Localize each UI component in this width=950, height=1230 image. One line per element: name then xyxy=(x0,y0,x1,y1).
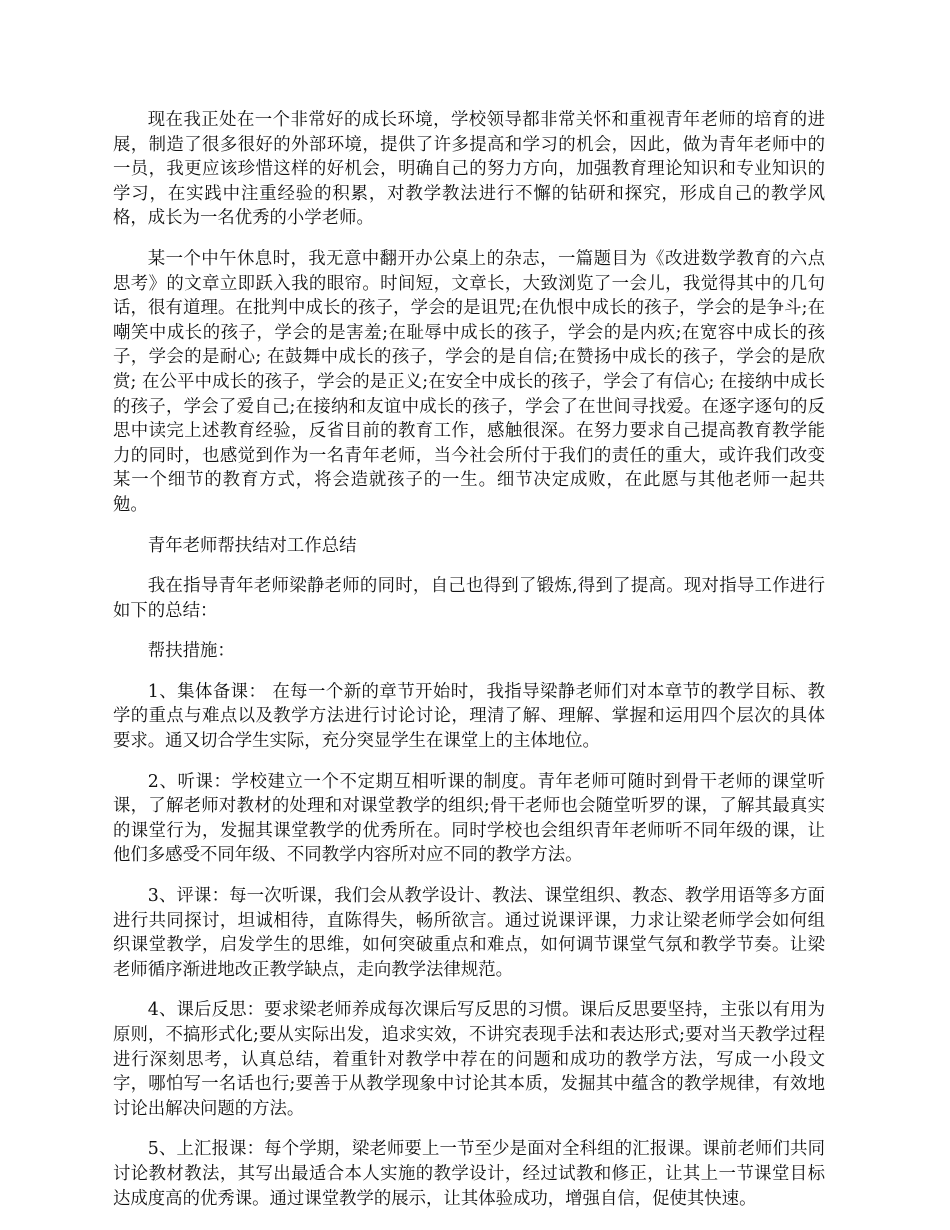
measure-4-after-class-reflection: 4、课后反思：要求梁老师养成每次课后写反思的习惯。课后反思要坚持，主张以有用为原则，不搞形式化;要从实际出发，追求实效，不讲究表现手法和表达形式;要对当天教学过程进行深刻思考，认真总结，着重针对教学中荐在的问题和成功的教学方法，写成一小段文字，哪怕写一名话也行;要善于从教学现象中讨论其本质，发掘其中蕴含的教学规律，有效地讨论出解决问题的方法。 xyxy=(113,1000,825,1119)
measure-5-report-lesson: 5、上汇报课：每个学期，梁老师要上一节至少是面对全科组的汇报课。课前老师们共同讨论教材教法，其写出最适合本人实施的教学设计，经过试教和修正，让其上一节课堂目标达成度高的优秀课。通过课堂教学的展示，让其体验成功，增强自信，促使其快速。 xyxy=(113,1139,825,1209)
section-title: 青年老师帮扶结对工作总结 xyxy=(147,535,357,556)
measures-heading: 帮扶措施： xyxy=(147,641,235,662)
paragraph-magazine-reflection: 某一个中午休息时，我无意中翻开办公桌上的杂志，一篇题目为《改进数学教育的六点思考》的文章立即跃入我的眼帘。时间短，文章长，大致浏览了一会儿，我觉得其中的几句话，很有道理。在批判中成长的孩子，学会的是诅咒;在仇恨中成长的孩子，学会的是争斗;在嘲笑中成长的孩子，学会的是害羞;在耻辱中成长的孩子，学会的是内疚;在宽容中成长的孩子，学会的是耐心; 在鼓舞中成长的孩子，学会的是自信;在赞扬中成长的孩子，学会的是欣赏; 在公平中成长的孩子，学会的是正义;在安全中成长的孩子，学会了有信心; 在接纳中成长的孩子，学会了爱自己;在接纳和友谊中成长的孩子，学会了在世间寻找爱。在逐字逐句的反思中读完上述教育经验，反省目前的教育工作，感触很深。在努力要求自己提高教育教学能力的同时，也感觉到作为一名青年老师，当今社会所付于我们的责任的重大，或许我们改变某一个细节的教育方式，将会造就孩子的一生。细节决定成败，在此愿与其他老师一起共勉。 xyxy=(113,248,825,515)
paragraph-summary-intro: 我在指导青年老师梁静老师的同时，自己也得到了锻炼,得到了提高。现对指导工作进行如下的总结： xyxy=(113,576,825,621)
measure-1-lesson-planning: 1、集体备课： 在每一个新的章节开始时，我指导梁静老师们对本章节的教学目标、教学的重点与难点以及教学方法进行讨论讨论，理清了解、理解、掌握和运用四个层次的具体要求。通又切合学生实际，充分突显学生在课堂上的主体地位。 xyxy=(113,681,825,752)
document-page xyxy=(113,108,825,1227)
measure-3-lesson-evaluation: 3、评课：每一次听课，我们会从教学设计、教法、课堂组织、教态、教学用语等多方面进行共同探讨，坦诚相待，直陈得失，畅所欲言。通过说课评课，力求让梁老师学会如何组织课堂教学，启发学生的思维，如何突破重点和难点，如何调节课堂气氛和教学节奏。让梁老师循序渐进地改正教学缺点，走向教学法律规范。 xyxy=(113,886,825,980)
paragraph-growth-environment: 现在我正处在一个非常好的成长环境，学校领导都非常关怀和重视青年老师的培育的进展，制造了很多很好的外部环境，提供了许多提高和学习的机会，因此，做为青年老师中的一员，我更应该珍惜这样的好机会，明确自己的努力方向，加强教育理论知识和专业知识的学习，在实践中注重经验的积累，对教学教法进行不懈的钻研和探究，形成自己的教学风格，成长为一名优秀的小学老师。 xyxy=(113,110,825,229)
measure-2-class-observation: 2、听课：学校建立一个不定期互相听课的制度。青年老师可随时到骨干老师的课堂听课，了解老师对教材的处理和对课堂教学的组织;骨干老师也会随堂听罗的课，了解其最真实的课堂行为，发掘其课堂教学的优秀所在。同时学校也会组织青年老师听不同年级的课，让他们多感受不同年级、不同教学内容所对应不同的教学方法。 xyxy=(113,771,825,866)
